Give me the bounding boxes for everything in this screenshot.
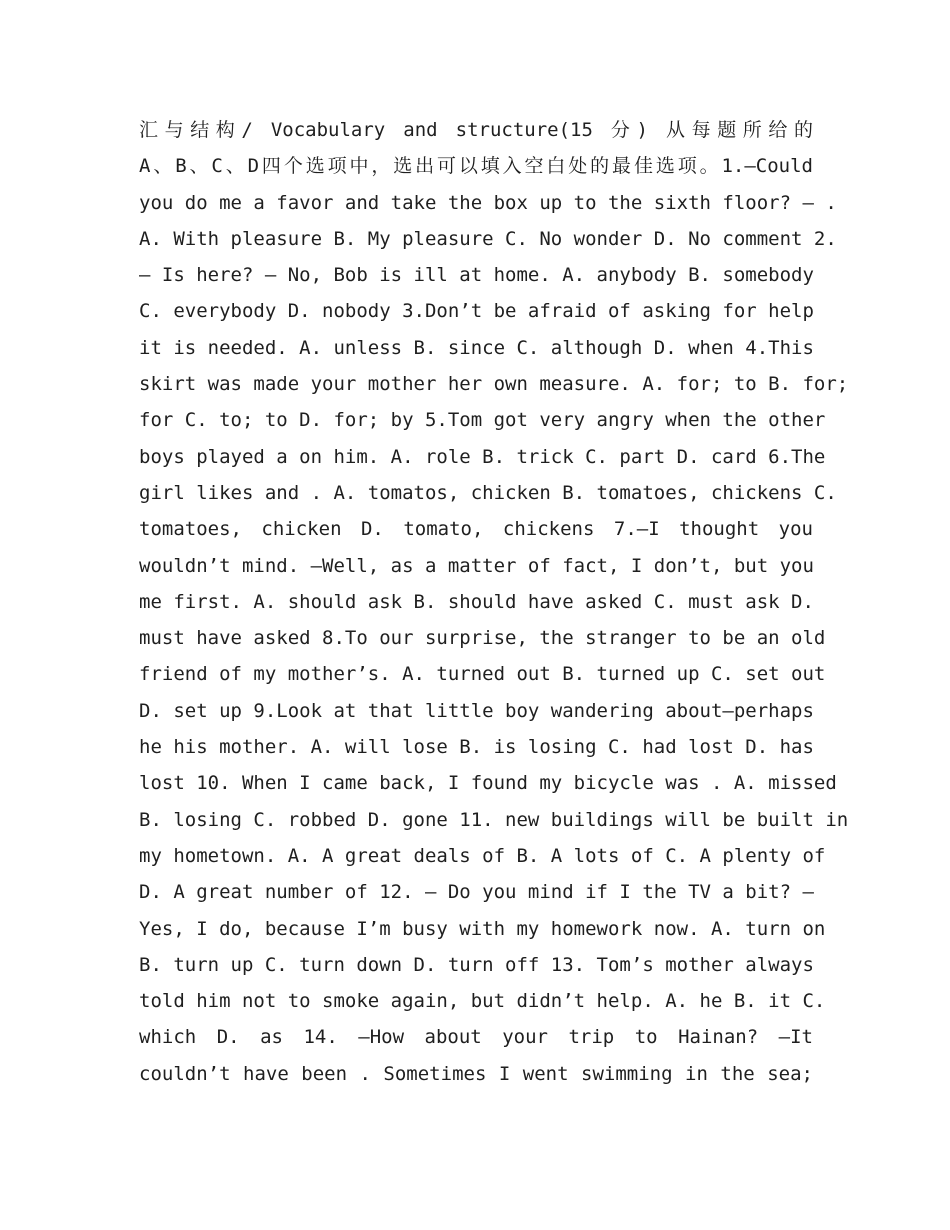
text-line: Yes, I do, because I’m busy with my homework now. A. turn on [139, 917, 826, 940]
text-line: for C. to; to D. for; by 5.Tom got very angry when the other [139, 409, 826, 432]
text-line: me first. A. should ask B. should have asked C. must ask D. [139, 590, 814, 613]
text-line: it is needed. A. unless B. since C. although D. when 4.This [139, 336, 814, 359]
text-line: A、B、C、D四个选项中，选出可以填入空白处的最佳选项。1.—Could [139, 155, 813, 178]
text-line: B. losing C. robbed D. gone 11. new buildings will be built in [139, 808, 849, 831]
text-line: — Is here? — No, Bob is ill at home. A. anybody B. somebody [139, 264, 814, 287]
text-line: told him not to smoke again, but didn’t help. A. he B. it C. [139, 990, 826, 1013]
text-line: C. everybody D. nobody 3.Don’t be afraid of asking for help [139, 300, 814, 323]
text-line: lost 10. When I came back, I found my bicycle was . A. missed [139, 772, 837, 795]
text-line: D. set up 9.Look at that little boy wandering about—perhaps [139, 699, 814, 722]
text-line: which D. as 14. —How about your trip to Hainan? —It [139, 1026, 813, 1049]
text-line: he his mother. A. will lose B. is losing C. had lost D. has [139, 736, 814, 759]
text-line: friend of my mother’s. A. turned out B. turned up C. set out [139, 663, 826, 686]
text-line: wouldn’t mind. —Well, as a matter of fact, I don’t, but you [139, 554, 814, 577]
text-line: couldn’t have been . Sometimes I went swimming in the sea; [139, 1062, 813, 1085]
text-line: girl likes and . A. tomatos, chicken B. tomatoes, chickens C. [139, 481, 837, 504]
text-line: skirt was made your mother her own measure. A. for; to B. for; [139, 373, 849, 396]
text-line: boys played a on him. A. role B. trick C. part D. card 6.The [139, 445, 826, 468]
exam-text-block [139, 112, 849, 1092]
text-line: must have asked 8.To our surprise, the stranger to be an old [139, 627, 826, 650]
text-line: you do me a favor and take the box up to the sixth floor? — . [139, 191, 837, 214]
text-line: B. turn up C. turn down D. turn off 13. Tom’s mother always [139, 953, 814, 976]
text-line: 汇与结构/ Vocabulary and structure(15 分) 从每题所给的 [139, 119, 813, 141]
text-line: my hometown. A. A great deals of B. A lots of C. A plenty of [139, 844, 826, 867]
text-line: A. With pleasure B. My pleasure C. No wonder D. No comment 2. [139, 227, 837, 250]
text-line: tomatoes, chicken D. tomato, chickens 7.—I thought you [139, 518, 813, 541]
text-line: D. A great number of 12. — Do you mind if I the TV a bit? — [139, 881, 814, 904]
